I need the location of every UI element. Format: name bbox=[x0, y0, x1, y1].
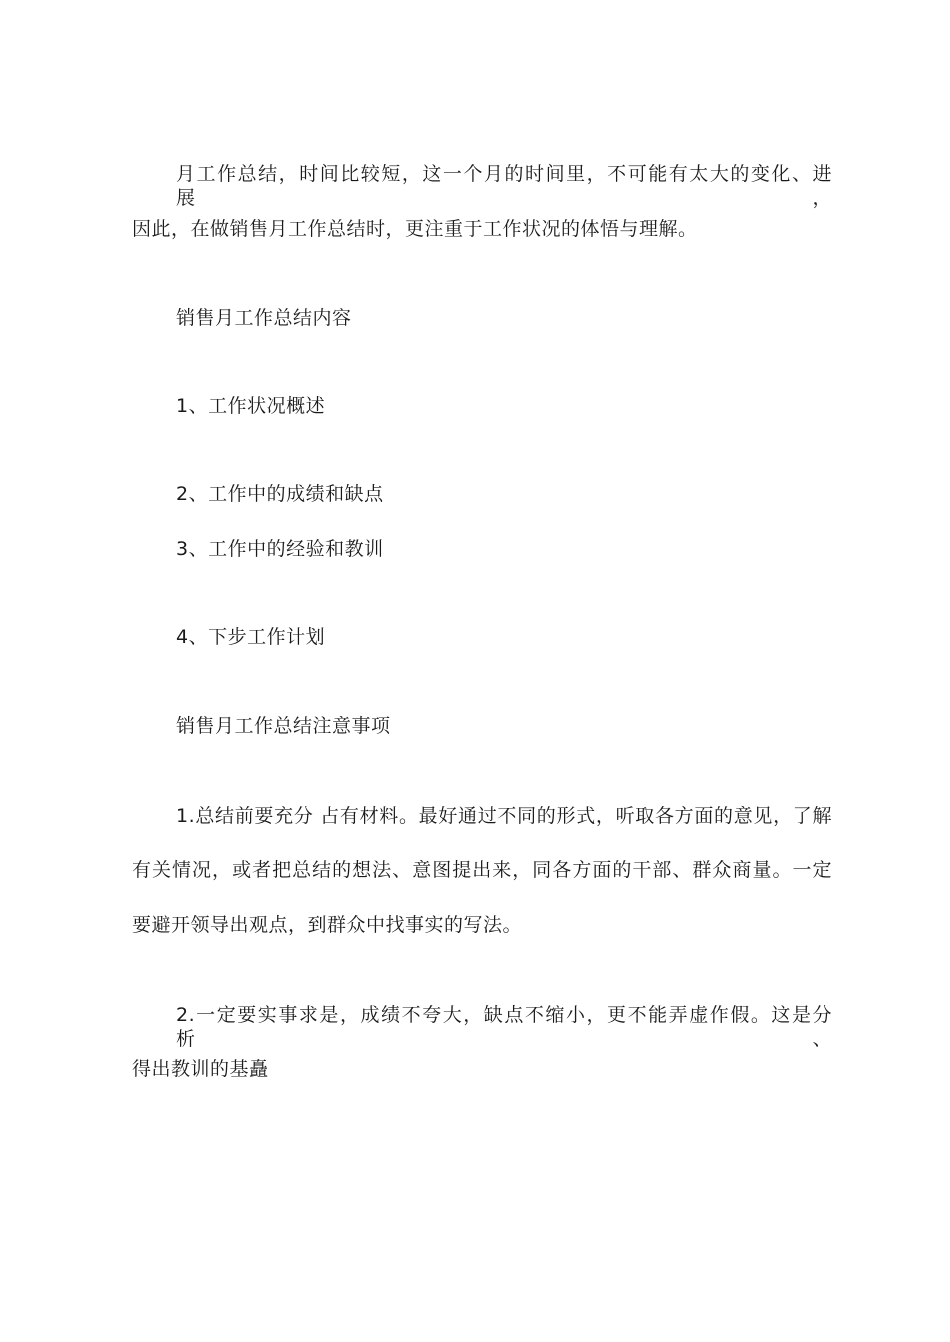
note-1-line-3: 要避开领导出观点，到群众中找事实的写法。 bbox=[132, 914, 523, 936]
note-2-line-1: 2.一定要实事求是，成绩不夸大，缺点不缩小，更不能弄虚作假。这是分析、 bbox=[176, 1004, 832, 1050]
section-heading-notes: 销售月工作总结注意事项 bbox=[176, 715, 391, 737]
note-1-line-1: 1.总结前要充分 占有材料。最好通过不同的形式，听取各方面的意见，了解 bbox=[176, 805, 832, 827]
content-item-4: 4、下步工作计划 bbox=[176, 626, 326, 648]
content-item-1: 1、工作状况概述 bbox=[176, 395, 326, 417]
section-heading-content: 销售月工作总结内容 bbox=[176, 307, 352, 329]
intro-paragraph-line-2: 因此，在做销售月工作总结时，更注重于工作状况的体悟与理解。 bbox=[132, 218, 698, 240]
content-item-3: 3、工作中的经验和教训 bbox=[176, 538, 384, 560]
intro-paragraph-line-1: 月工作总结，时间比较短，这一个月的时间里，不可能有太大的变化、进展， bbox=[176, 163, 832, 209]
content-item-2: 2、工作中的成绩和缺点 bbox=[176, 483, 384, 505]
note-2-line-2: 得出教训的基矗 bbox=[132, 1058, 269, 1080]
note-1-line-2: 有关情况，或者把总结的想法、意图提出来，同各方面的干部、群众商量。一定 bbox=[132, 859, 832, 881]
